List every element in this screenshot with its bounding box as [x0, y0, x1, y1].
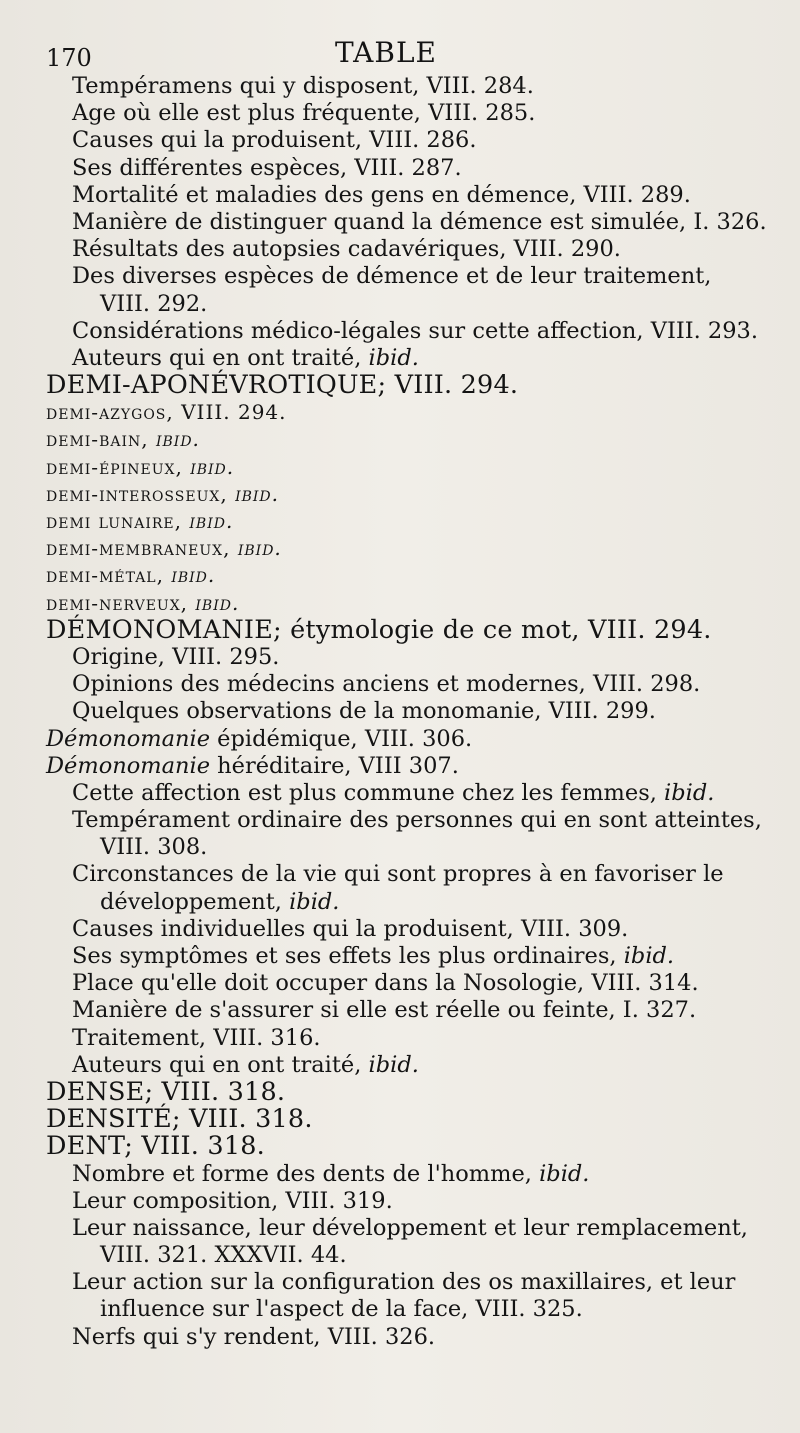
- entry-italic: ibid.: [289, 888, 340, 915]
- index-subentry: [0, 861, 800, 888]
- index-subentry: [0, 671, 800, 698]
- index-entries: [0, 73, 800, 1351]
- index-heading-entry: [0, 454, 800, 481]
- entry-italic: ibid.: [190, 454, 235, 479]
- entry-italic: ibid.: [195, 590, 240, 615]
- index-heading-entry: [0, 1076, 800, 1107]
- entry-text: DENT; VIII. 318.: [46, 1131, 265, 1162]
- page-header: [0, 34, 800, 74]
- entry-italic: ibid.: [237, 536, 282, 561]
- index-subentry: [0, 182, 800, 209]
- entry-text: Des diverses espèces de démence et de leur traitement,: [72, 263, 712, 290]
- entry-italic: ibid.: [171, 563, 216, 588]
- entry-text: Auteurs qui en ont traité,: [72, 1051, 369, 1078]
- entry-text: Leur action sur la configuration des os maxillaires, et leur: [72, 1269, 736, 1296]
- index-subentry: [0, 1161, 800, 1188]
- index-heading-entry: [0, 372, 800, 399]
- index-subentry: [0, 100, 800, 127]
- index-heading-entry: [0, 535, 800, 562]
- entry-text: demi-nerveux,: [46, 590, 196, 615]
- index-subentry: [0, 318, 800, 345]
- index-heading-entry: [0, 1106, 800, 1133]
- index-subentry: [0, 236, 800, 263]
- entry-italic: ibid.: [189, 509, 234, 533]
- entry-text: demi lunaire,: [46, 509, 190, 533]
- index-heading-entry: [0, 508, 800, 535]
- index-subentry: [0, 209, 800, 236]
- entry-italic: ibid.: [623, 943, 675, 969]
- index-subentry: [0, 1025, 800, 1052]
- index-subentry: [0, 291, 800, 318]
- index-subentry: [0, 1324, 800, 1351]
- index-subentry: [0, 943, 800, 970]
- entry-text: Considérations médico-légales sur cette affection, VIII. 293.: [72, 317, 759, 344]
- entry-text: DEMI-APONÉVROTIQUE; VIII. 294.: [46, 370, 519, 401]
- entry-text: Quelques observations de la monomanie, VIII. 299.: [72, 698, 656, 725]
- entry-text: Nombre et forme des dents de l'homme,: [72, 1160, 540, 1187]
- index-heading-entry: [0, 481, 800, 508]
- index-subentry: [0, 155, 800, 182]
- index-subentry: [0, 834, 800, 861]
- index-heading-entry: [0, 614, 800, 645]
- entry-text: DÉMONOMANIE; étymologie de ce mot, VIII. 294.: [46, 614, 712, 645]
- index-subentry: [0, 1052, 800, 1079]
- entry-text: Manière de s'assurer si elle est réelle ou feinte, I. 327.: [72, 997, 697, 1024]
- index-subentry: [0, 263, 800, 290]
- entry-text: demi-interosseux,: [46, 481, 236, 506]
- entry-text: Traitement, VIII. 316.: [72, 1024, 321, 1051]
- index-heading-entry: [0, 1133, 800, 1160]
- entry-text: Manière de distinguer quand la démence est simulée, I. 326.: [72, 208, 767, 235]
- index-heading-entry: [0, 426, 800, 453]
- entry-italic: Démonomanie: [46, 752, 211, 779]
- entry-text: épidémique, VIII. 306.: [210, 725, 473, 752]
- entry-text: influence sur l'aspect de la face, VIII. 325.: [100, 1296, 583, 1323]
- entry-text: demi-azygos, VIII. 294.: [46, 400, 287, 425]
- entry-text: Leur naissance, leur développement et leur remplacement,: [72, 1214, 748, 1241]
- entry-text: DENSITÉ; VIII. 318.: [46, 1104, 313, 1135]
- entry-italic: ibid.: [368, 344, 419, 371]
- page-heading: TABLE: [335, 36, 437, 69]
- entry-text: Age où elle est plus fréquente, VIII. 285.: [72, 100, 536, 127]
- index-subentry: [0, 889, 800, 916]
- entry-text: Cette affection est plus commune chez les femmes,: [72, 779, 665, 806]
- entry-text: Leur composition, VIII. 319.: [72, 1187, 393, 1214]
- entry-italic: ibid.: [664, 779, 715, 806]
- entry-text: Causes individuelles qui la produisent, VIII. 309.: [72, 915, 629, 942]
- index-subentry: [0, 997, 800, 1024]
- entry-italic: Démonomanie: [46, 725, 211, 752]
- entry-text: demi-bain,: [46, 427, 156, 452]
- index-subentry: [0, 1242, 800, 1269]
- index-heading-entry: [0, 753, 800, 780]
- entry-text: développement,: [100, 888, 290, 915]
- index-subentry: [0, 644, 800, 671]
- index-heading-entry: [0, 562, 800, 589]
- index-heading-entry: [0, 590, 800, 617]
- index-subentry: [0, 698, 800, 725]
- page-number: 170: [46, 44, 92, 72]
- entry-text: Tempérament ordinaire des personnes qui en sont atteintes,: [72, 807, 762, 834]
- index-subentry: [0, 807, 800, 834]
- index-subentry: [0, 1269, 800, 1296]
- entry-text: demi-épineux,: [46, 454, 191, 479]
- entry-text: VIII. 292.: [100, 290, 208, 317]
- index-subentry: [0, 1296, 800, 1323]
- entry-italic: ibid.: [155, 427, 200, 452]
- entry-text: VIII. 321. XXXVII. 44.: [100, 1242, 347, 1269]
- entry-text: Mortalité et maladies des gens en démence, VIII. 289.: [72, 181, 691, 208]
- index-subentry: [0, 780, 800, 807]
- entry-text: Résultats des autopsies cadavériques, VIII. 290.: [72, 236, 621, 263]
- index-subentry: [0, 73, 800, 100]
- entry-text: Ses différentes espèces, VIII. 287.: [72, 154, 462, 181]
- entry-italic: ibid.: [368, 1051, 419, 1078]
- entry-text: Causes qui la produisent, VIII. 286.: [72, 127, 477, 154]
- entry-text: Tempéramens qui y disposent, VIII. 284.: [72, 73, 534, 99]
- entry-text: Origine, VIII. 295.: [72, 643, 280, 670]
- index-subentry: [0, 345, 800, 372]
- entry-text: héréditaire, VIII 307.: [210, 752, 459, 779]
- entry-text: demi-métal,: [46, 563, 172, 588]
- entry-text: Opinions des médecins anciens et modernes, VIII. 298.: [72, 671, 701, 698]
- index-subentry: [0, 127, 800, 154]
- entry-text: VIII. 308.: [100, 834, 208, 861]
- entry-text: Ses symptômes et ses effets les plus ordinaires,: [72, 943, 624, 969]
- index-subentry: [0, 970, 800, 997]
- index-subentry: [0, 1188, 800, 1215]
- entry-text: Place qu'elle doit occuper dans la Nosologie, VIII. 314.: [72, 970, 699, 997]
- index-heading-entry: [0, 399, 800, 426]
- entry-text: Auteurs qui en ont traité,: [72, 344, 369, 371]
- entry-text: Nerfs qui s'y rendent, VIII. 326.: [72, 1323, 436, 1350]
- index-heading-entry: [0, 726, 800, 753]
- entry-italic: ibid.: [539, 1160, 590, 1187]
- entry-text: DENSE; VIII. 318.: [46, 1076, 286, 1107]
- index-subentry: [0, 916, 800, 943]
- index-subentry: [0, 1215, 800, 1242]
- entry-italic: ibid.: [235, 481, 279, 506]
- entry-text: Circonstances de la vie qui sont propres à en favoriser le: [72, 861, 724, 888]
- entry-text: demi-membraneux,: [46, 536, 238, 561]
